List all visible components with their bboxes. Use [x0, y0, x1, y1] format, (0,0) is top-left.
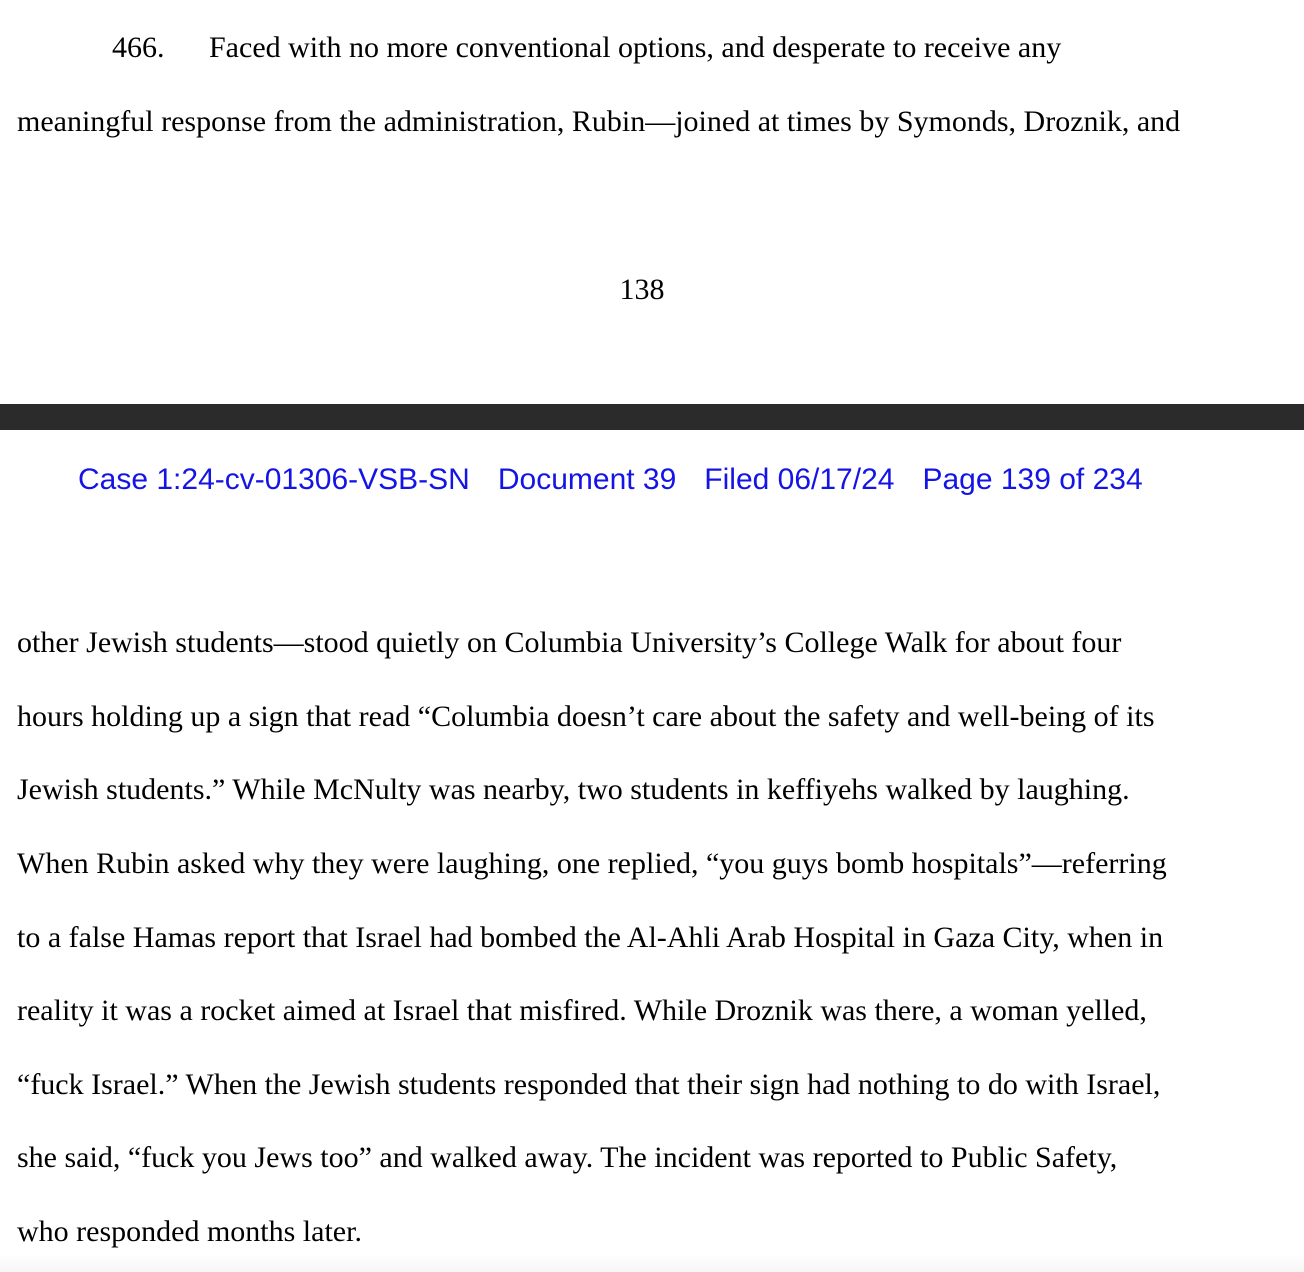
case-header	[78, 460, 1143, 500]
body-text-line: who responded months later.	[17, 1215, 362, 1248]
body-text-line: meaningful response from the administration, Rubin—joined at times by Symonds, Droznik, and	[17, 105, 1181, 138]
page-break-divider	[0, 404, 1304, 430]
page-count: Page 139 of 234	[922, 463, 1143, 496]
previous-page-section	[0, 0, 1304, 404]
page-number: 138	[619, 273, 665, 306]
case-number: Case 1:24-cv-01306-VSB-SN	[78, 463, 470, 496]
body-text-line: Jewish students.” While McNulty was nearby, two students in keffiyehs walked by laughing.	[17, 773, 1130, 806]
body-text-line: Faced with no more conventional options, and desperate to receive any	[209, 31, 1062, 64]
body-text-line: other Jewish students—stood quietly on Columbia University’s College Walk for about four	[17, 626, 1122, 659]
body-text-line: When Rubin asked why they were laughing, one replied, “you guys bomb hospitals”—referring	[17, 847, 1167, 880]
body-text-line: to a false Hamas report that Israel had bombed the Al-Ahli Arab Hospital in Gaza City, when in	[17, 921, 1164, 954]
body-text-line: hours holding up a sign that read “Columbia doesn’t care about the safety and well-being of its	[17, 700, 1155, 733]
paragraph-number: 466.	[112, 31, 165, 64]
body-text-line: reality it was a rocket aimed at Israel that misfired. While Droznik was there, a woman yelled,	[17, 994, 1147, 1027]
body-text-line: she said, “fuck you Jews too” and walked away. The incident was reported to Public Safety,	[17, 1141, 1118, 1174]
bottom-edge	[0, 1254, 1304, 1272]
document-number: Document 39	[497, 463, 677, 496]
body-text-line: “fuck Israel.” When the Jewish students responded that their sign had nothing to do with Israel,	[17, 1068, 1161, 1101]
filed-date: Filed 06/17/24	[704, 463, 895, 496]
